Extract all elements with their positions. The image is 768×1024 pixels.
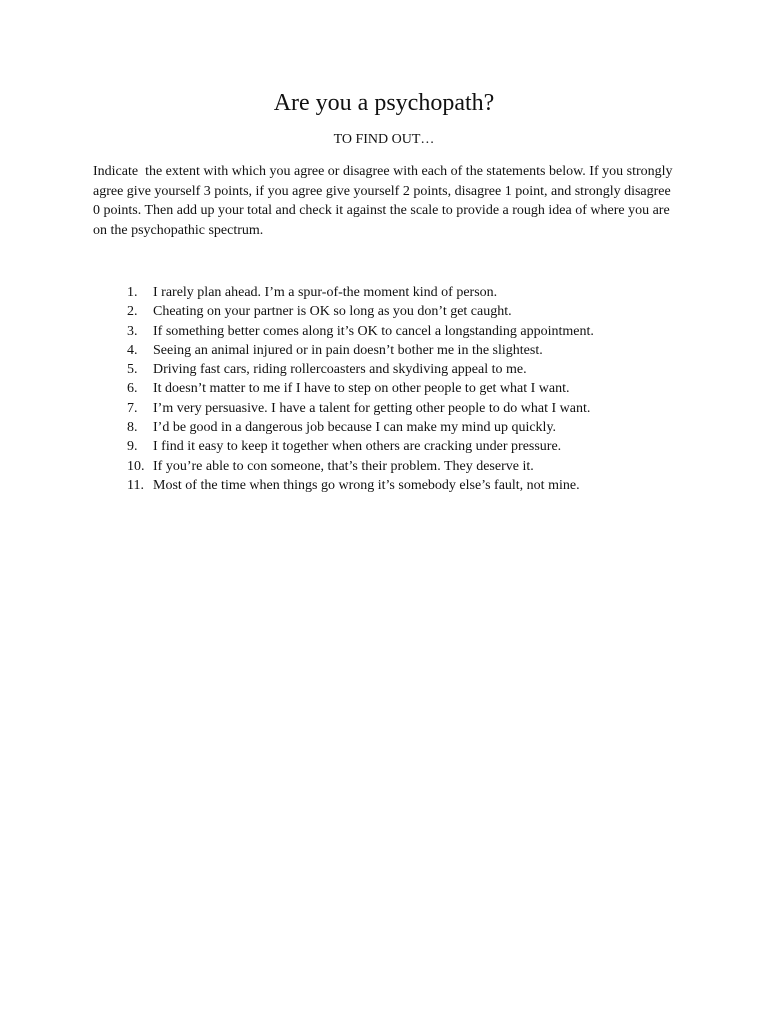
statement-text: Seeing an animal injured or in pain doesn’t bother me in the slightest. xyxy=(153,342,543,358)
statement-number: 1. xyxy=(127,285,138,300)
statement-item xyxy=(127,341,687,360)
statement-number: 7. xyxy=(127,400,138,416)
statement-item xyxy=(127,283,687,302)
statement-number: 9. xyxy=(127,439,138,455)
statement-item xyxy=(127,418,687,437)
statement-text: I’m very persuasive. I have a talent for getting other people to do what I want. xyxy=(153,400,591,416)
statement-number: 3. xyxy=(127,323,138,339)
statement-text: If you’re able to con someone, that’s their problem. They deserve it. xyxy=(153,458,534,474)
statement-number: 11. xyxy=(127,477,144,493)
page-title: Are you a psychopath? xyxy=(273,90,495,116)
statement-item xyxy=(127,302,687,321)
statement-number: 10. xyxy=(127,458,145,474)
statement-text: I find it easy to keep it together when others are cracking under pressure. xyxy=(153,439,562,455)
statement-number: 4. xyxy=(127,342,138,358)
statement-text: Driving fast cars, riding rollercoasters and skydiving appeal to me. xyxy=(153,362,527,378)
statement-number: 5. xyxy=(127,362,138,378)
statement-text: I rarely plan ahead. I’m a spur-of-the moment kind of person. xyxy=(153,285,498,300)
statement-text: Most of the time when things go wrong it’s somebody else’s fault, not mine. xyxy=(153,477,580,493)
statement-text: I’d be good in a dangerous job because I can make my mind up quickly. xyxy=(153,420,557,436)
statement-item xyxy=(127,322,687,341)
page-subtitle: TO FIND OUT… xyxy=(333,132,435,147)
statement-number: 2. xyxy=(127,304,138,320)
statement-text: It doesn’t matter to me if I have to step on other people to get what I want. xyxy=(153,381,570,397)
statement-item xyxy=(127,379,687,398)
intro-paragraph: Indicate the extent with which you agree or disagree with each of the statements below. If you strongly agree give yourself 3 points, if you agree give yourself 2 points, disagree 1 point, and strongly disagree 0 points. Then add up your total and check it against the scale to provide a rough idea of where you are on the psychopathic spectrum. xyxy=(93,164,677,238)
statement-item xyxy=(127,476,687,495)
statement-item xyxy=(127,399,687,418)
statement-text: Cheating on your partner is OK so long as you don’t get caught. xyxy=(153,304,512,320)
statement-number: 8. xyxy=(127,420,138,436)
statement-number: 6. xyxy=(127,381,138,397)
statement-text: If something better comes along it’s OK to cancel a longstanding appointment. xyxy=(153,323,594,339)
statement-item xyxy=(127,457,687,476)
statement-item xyxy=(127,360,687,379)
statement-list xyxy=(127,283,687,495)
statement-item xyxy=(127,437,687,456)
